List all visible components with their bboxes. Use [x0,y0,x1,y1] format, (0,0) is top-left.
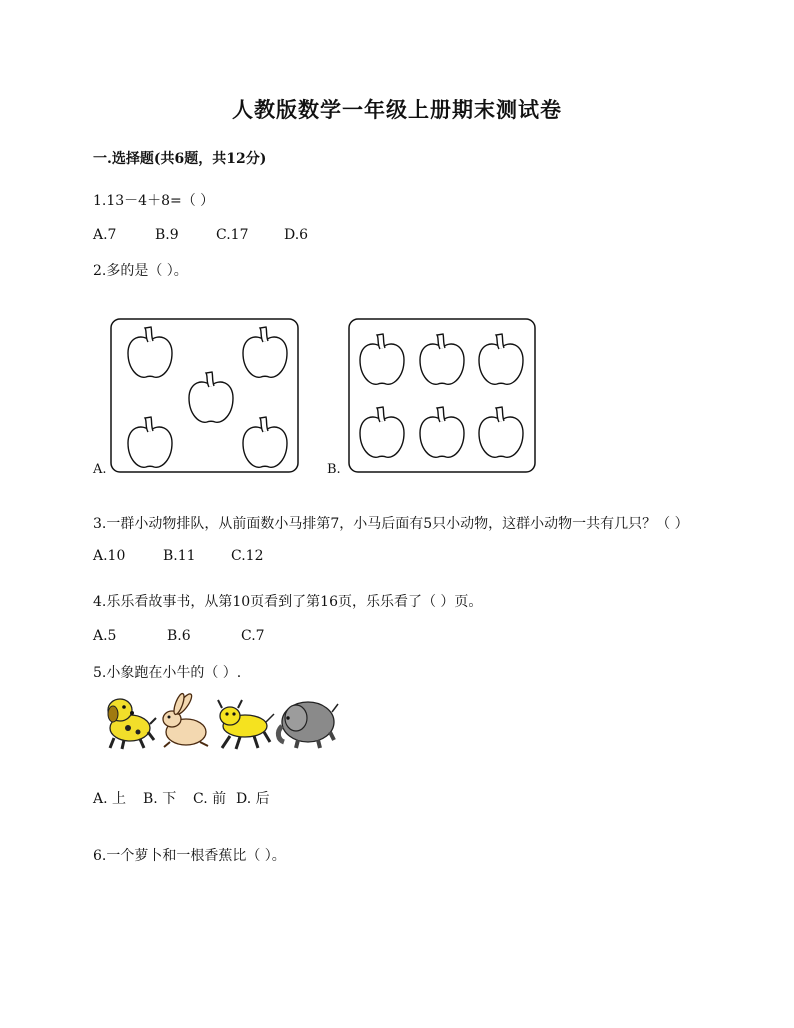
question-5-options [93,788,270,808]
question-4: 4.乐乐看故事书，从第10页看到了第16页，乐乐看了（ ）页。 [93,594,483,610]
apple-icon [243,417,287,467]
elephant-icon [278,702,338,748]
question-5: 5.小象跑在小牛的（ ）. [93,665,242,681]
option-c[interactable]: C.7 [241,628,265,644]
apple-figures [0,0,794,500]
apple-icon [189,372,233,422]
option-c[interactable]: C.17 [216,227,249,243]
option-a[interactable]: A.5 [93,628,117,644]
option-b[interactable]: B.11 [163,548,196,564]
option-d[interactable]: D.6 [284,227,309,243]
option-b[interactable]: B. 下 [143,791,177,807]
option-c[interactable]: C.12 [231,548,264,564]
option-b[interactable]: B. [327,462,341,477]
option-a[interactable]: A. [93,462,107,477]
question-3: 3.一群小动物排队，从前面数小马排第7，小马后面有5只小动物，这群小动物一共有几只？（ ） [93,516,689,532]
page-title: 人教版数学一年级上册期末测试卷 [232,97,562,122]
option-a[interactable]: A. 上 [93,791,127,807]
apple-icon [128,327,172,377]
apple-icon [243,327,287,377]
animal-row [100,692,340,754]
option-b[interactable]: B.6 [167,628,191,644]
option-d[interactable]: D. 后 [236,791,270,807]
question-2: 2.多的是（ ）。 [93,263,188,279]
section-heading: 一.选择题(共6题，共12分) [93,151,267,167]
apple-icon [360,407,404,457]
apple-icon [479,334,523,384]
option-c[interactable]: C. 前 [193,791,227,807]
apple-icon [420,334,464,384]
rabbit-icon [163,692,208,747]
question-4-options [93,628,265,644]
apple-icon [479,407,523,457]
cow-icon [218,700,274,749]
question-1: 1.13－4＋8=（ ） [93,193,215,209]
question-3-options [93,548,263,564]
apple-icon [128,417,172,467]
option-b[interactable]: B.9 [155,227,179,243]
apple-icon [420,407,464,457]
apple-icon [360,334,404,384]
option-a[interactable]: A.7 [93,227,117,243]
question-6: 6.一个萝卜和一根香蕉比（ ）。 [93,848,286,864]
dog-icon [108,699,156,749]
option-a[interactable]: A.10 [93,548,126,564]
